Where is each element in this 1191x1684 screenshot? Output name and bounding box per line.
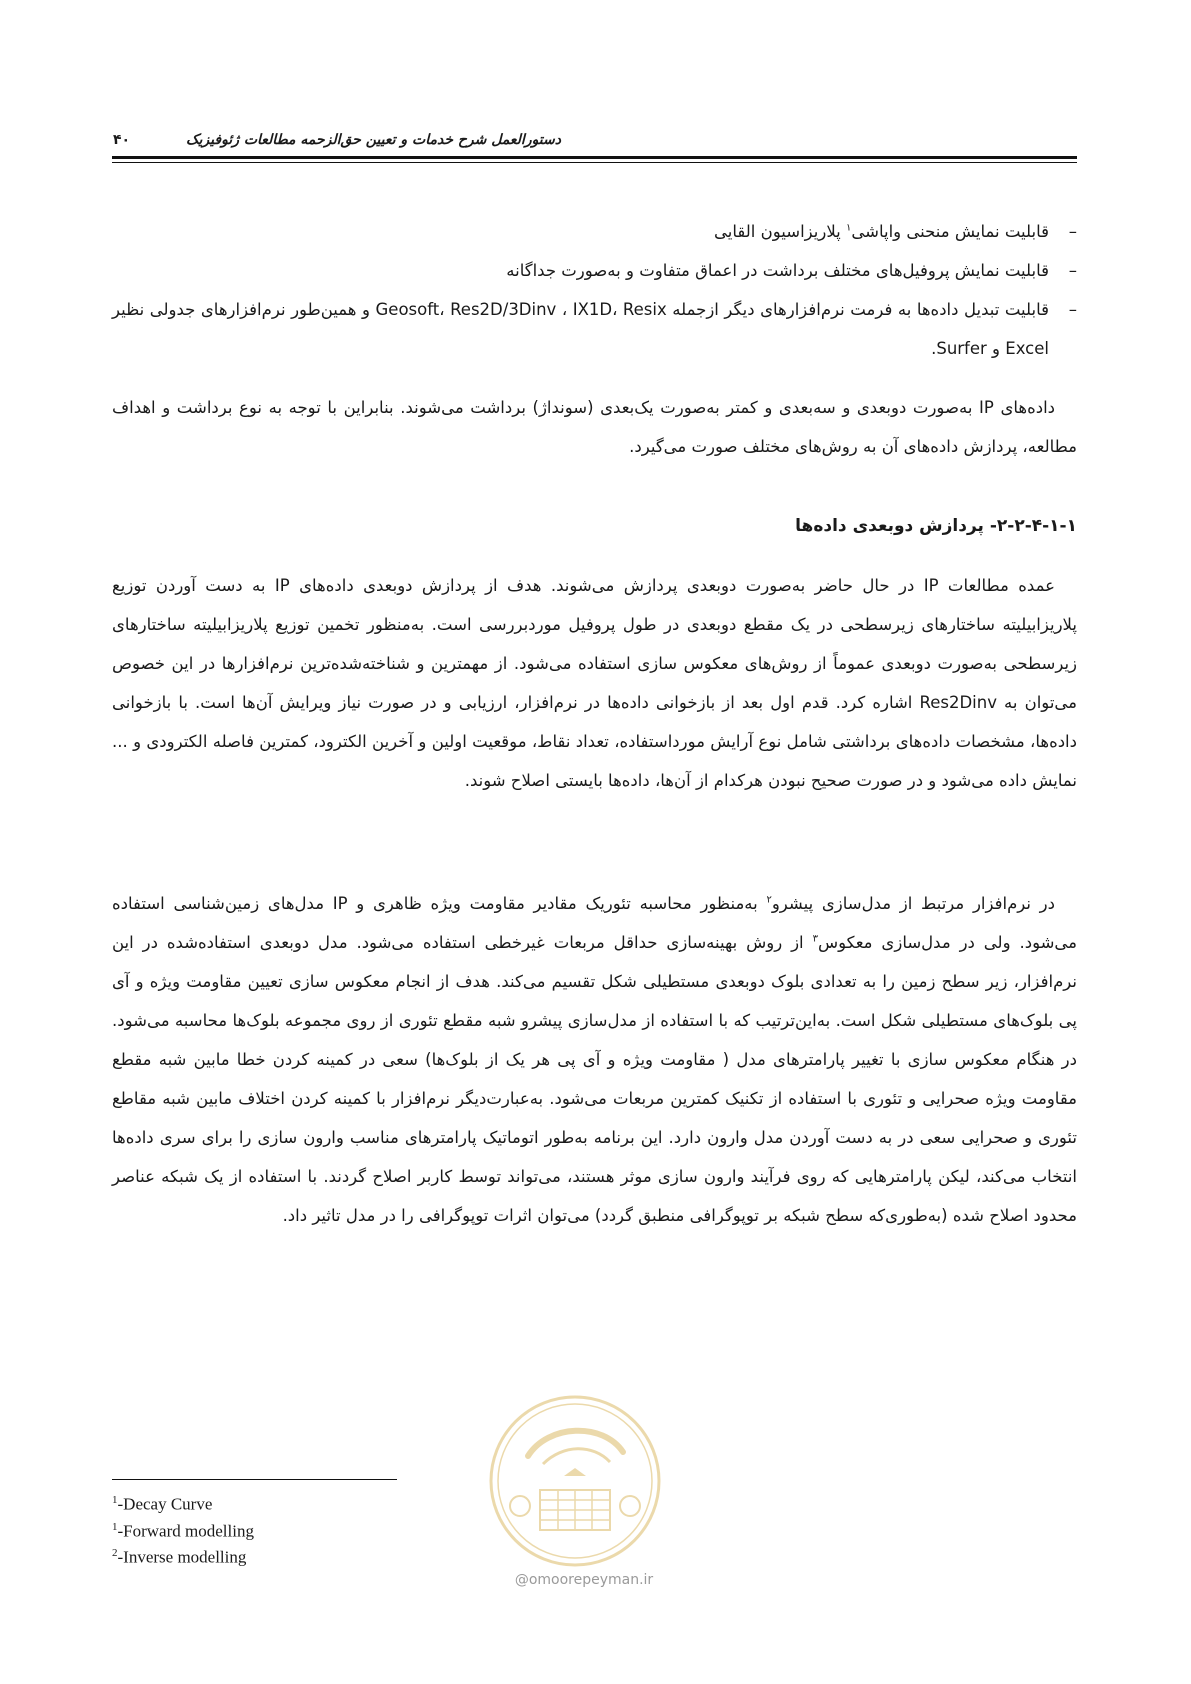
- footnote-text: -Forward modelling: [117, 1521, 254, 1541]
- paragraph-part: در نرم‌افزار مرتبط از مدل‌سازی پیشرو: [771, 894, 1055, 913]
- footnote-mark: 1: [112, 1520, 118, 1533]
- watermark-text: @omoorepeyman.ir: [514, 1572, 654, 1588]
- bullet-item: [112, 290, 1077, 368]
- paragraph-part: از روش بهینه‌سازی حداقل مربعات غیرخطی استفاده می‌شود. مدل دوبعدی استفاده‌شده در این نرم‌افزار، زیر سطح زمین را به تعدادی بلوک دوبعدی مستطیلی شکل تقسیم می‌کند. هدف از انجام معکوس سازی تعیین مقاومت ویژه و آی پی بلوک‌های مستطیلی شکل است. به‌این‌ترتیب که با استفاده از مدل‌سازی پیشرو شبه مقطع تئوری از روی مجموعه بلوک‌ها محاسبه می‌شود. در هنگام معکوس سازی با تغییر پارامترهای مدل ( مقاومت ویژه و آی پی هر یک از بلوک‌ها) سعی در کمینه کردن خطا مابین شبه مقطع مقاومت ویژه صحرایی و تئوری با استفاده از تکنیک کمترین مربعات می‌شود. به‌عبارت‌دیگر نرم‌افزار با کمینه کردن اختلاف مابین شبه مقاطع تئوری و صحرایی سعی در به دست آوردن مدل وارون دارد. این برنامه به‌طور اتوماتیک پارامترهای مناسب وارون سازی را برای سری داده‌ها انتخاب می‌کند، لیکن پارامترهایی که روی فرآیند وارون سازی موثر هستند، می‌تواند توسط کاربر اصلاح گردند. با استفاده از یک شبکه عناصر محدود اصلاح شده (به‌طوری‌که سطح شبکه بر توپوگرافی منطبق گردد) می‌توان اثرات توپوگرافی را در مدل تاثیر داد.: [112, 933, 1077, 1225]
- footnote-text: -Decay Curve: [117, 1494, 213, 1514]
- paragraph-2d-processing: عمده مطالعات IP در حال حاضر به‌صورت دوبعدی پردازش می‌شوند. هدف از پردازش دوبعدی داده‌های IP به دست آوردن توزیع پلاریزابیلیته ساختارهای زیرسطحی در یک مقطع دوبعدی در طول پروفیل موردبررسی است. به‌منظور تخمین توزیع پلاریزابیلیته ساختارهای زیرسطحی به‌صورت دوبعدی عموماً از روش‌های معکوس سازی استفاده می‌شود. از مهمترین و شناخته‌شده‌ترین نرم‌افزارها در این خصوص می‌توان به Res2Dinv اشاره کرد. قدم اول بعد از بازخوانی داده‌ها در نرم‌افزار، ارزیابی و در صورت نیاز ویرایش آن‌ها است. با بازخوانی داده‌ها، مشخصات داده‌های برداشتی شامل نوع آرایش مورداستفاده، تعداد نقاط، موقعیت اولین و آخرین الکترود، کمترین فاصله الکترودی و ... نمایش داده می‌شود و در صورت صحیح نبودن هرکدام از آن‌ها، داده‌ها بایستی اصلاح شوند.: [112, 576, 1077, 790]
- paragraph-modelling: [112, 884, 1077, 1235]
- footnotes: [112, 1489, 512, 1569]
- footnote-ref: ۲: [766, 894, 772, 906]
- footnote-mark: 1: [112, 1494, 118, 1506]
- footnote-item: [112, 1489, 512, 1516]
- paragraph-part: به‌منظور محاسبه تئوریک مقادیر مقاومت ویژه ظاهری و IP مدل‌های زمین‌شناسی استفاده می‌شود. ولی در مدل‌سازی معکوس: [112, 894, 1078, 952]
- footnote-ref: ۱: [846, 222, 852, 234]
- bullet-text: قابلیت نمایش منحنی واپاشی: [851, 222, 1049, 241]
- bullet-dash: –: [1068, 261, 1077, 280]
- footnote-text: -Inverse modelling: [117, 1547, 247, 1567]
- footnote-item: [112, 1516, 512, 1543]
- feature-bullet-list: [112, 212, 1077, 368]
- footnote-item: [112, 1542, 512, 1569]
- section-heading: ۲-۲-۴-۱-۱- پردازش دوبعدی داده‌ها: [795, 516, 1077, 536]
- paragraph-intro: داده‌های IP به‌صورت دوبعدی و سه‌بعدی و کمتر به‌صورت یک‌بعدی (سونداژ) برداشت می‌شوند. بنابراین با توجه به نوع برداشت و اهداف مطالعه، پردازش داده‌های آن به روش‌های مختلف صورت می‌گیرد.: [112, 398, 1077, 456]
- bullet-dash: –: [1068, 222, 1077, 241]
- page-number: ۴۰: [113, 132, 131, 148]
- header-rule-thin: [112, 162, 1077, 163]
- header-rule-thick: [112, 156, 1077, 159]
- bullet-text: قابلیت نمایش پروفیل‌های مختلف برداشت در اعماق متفاوت و به‌صورت جداگانه: [506, 261, 1049, 280]
- bullet-dash: –: [1068, 300, 1077, 319]
- header-title: دستورالعمل شرح خدمات و تعیین حق‌الزحمه مطالعات ژئوفیزیک: [186, 132, 561, 148]
- footnote-separator: [112, 1479, 397, 1480]
- seal-logo: [488, 1394, 662, 1568]
- bullet-item: [112, 251, 1077, 290]
- bullet-item: [112, 212, 1077, 251]
- bullet-text-after: پلاریزاسیون القایی: [714, 222, 846, 241]
- footnote-mark: 2: [112, 1547, 118, 1560]
- bullet-text: قابلیت تبدیل داده‌ها به فرمت نرم‌افزارهای دیگر ازجمله Geosoft، Res2D/3Dinv ، IX1D، Resix و همین‌طور نرم‌افزارهای جدولی نظیر Excel و Surfer.: [112, 300, 1049, 358]
- footnote-ref: ۳: [812, 933, 818, 945]
